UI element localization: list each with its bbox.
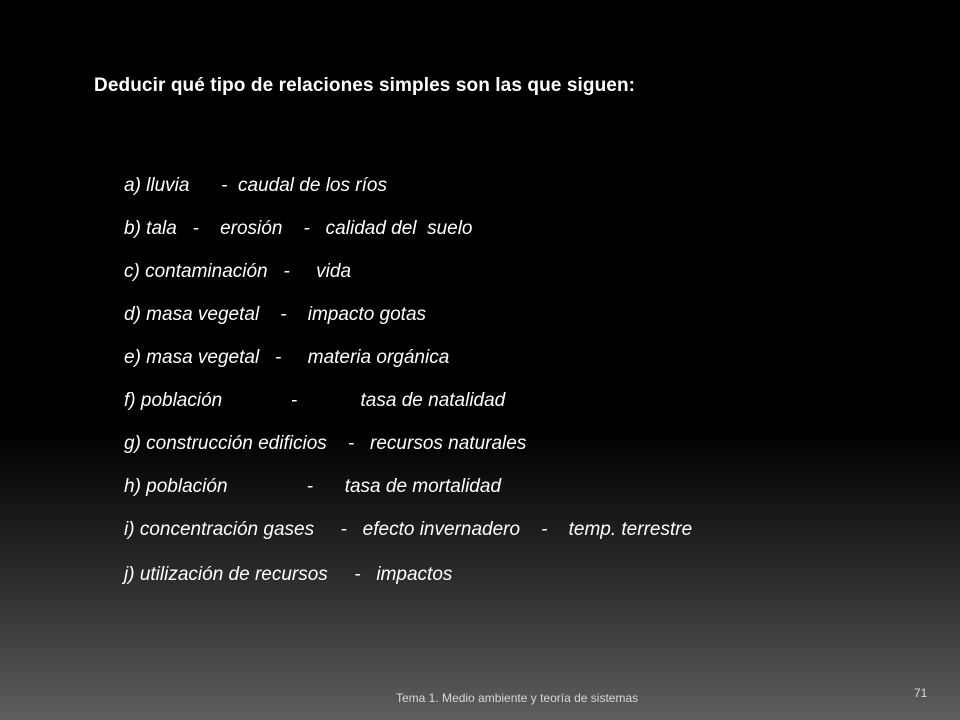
list-item-e: e) masa vegetal - materia orgánica bbox=[124, 347, 450, 368]
list-item-d: d) masa vegetal - impacto gotas bbox=[124, 304, 427, 325]
list-item-j: j) utilización de recursos - impactos bbox=[124, 564, 453, 585]
list-item-c: c) contaminación - vida bbox=[124, 261, 352, 282]
list-item-f: f) población - tasa de natalidad bbox=[124, 390, 506, 411]
list-item-h: h) población - tasa de mortalidad bbox=[124, 476, 502, 497]
list-item-b: b) tala - erosión - calidad del suelo bbox=[124, 218, 473, 239]
slide-heading: Deducir qué tipo de relaciones simples son las que siguen: bbox=[94, 75, 636, 96]
list-item-i: i) concentración gases - efecto invernadero - temp. terrestre bbox=[124, 519, 693, 540]
slide-footer: Tema 1. Medio ambiente y teoría de sistemas bbox=[396, 691, 639, 705]
page-number: 71 bbox=[914, 686, 928, 700]
list-item-g: g) construcción edificios - recursos naturales bbox=[124, 433, 527, 454]
list-item-a: a) lluvia - caudal de los ríos bbox=[124, 175, 387, 196]
